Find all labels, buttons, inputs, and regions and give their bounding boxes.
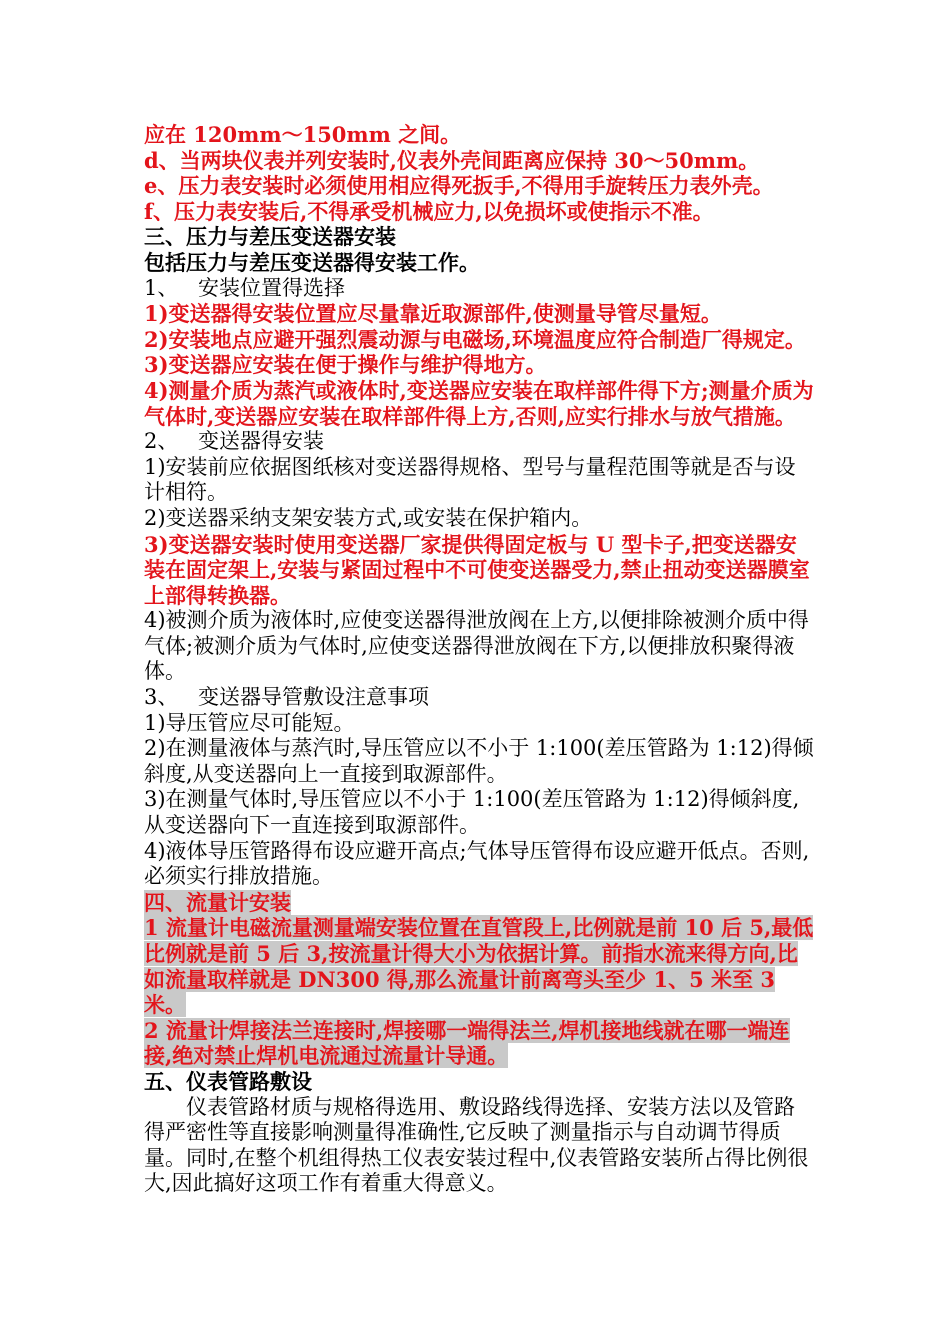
list-item: 2)在测量液体与蒸汽时,导压管应以不小于 1:100(差压管路为 1:12)得倾斜度,从变送器向上一直接到取源部件。 [144, 736, 814, 786]
section-heading: 五、仪表管路敷设 [144, 1068, 312, 1094]
subsection-number: 3、 [144, 685, 179, 710]
subsection-title: 变送器得安装 [198, 429, 324, 454]
list-item: 2)变送器采纳支架安装方式,或安装在保护箱内。 [144, 505, 593, 530]
list-item: 3)在测量气体时,导压管应以不小于 1:100(差压管路为 1:12)得倾斜度,从变送器向下一直连接到取源部件。 [144, 787, 800, 838]
subsection-number: 2、 [144, 429, 179, 454]
list-item: 1)导压管应尽可能短。 [144, 710, 355, 735]
list-item: 4)液体导压管路得布设应避开高点;气体导压管得布设应避开低点。否则,必须实行排放措施。 [144, 838, 810, 889]
highlighted-text: 2 流量计焊接法兰连接时,焊接哪一端得法兰,焊机接地线就在哪一端连接,绝对禁止焊机电流通过流量计导通。 [144, 1017, 790, 1069]
list-item: 4)被测介质为液体时,应使变送器得泄放阀在上方,以便排除被测介质中得气体;被测介质为气体时,应使变送器得泄放阀在下方,以便排放积聚得液体。 [144, 608, 809, 684]
text-line: e、压力表安装时必须使用相应得死扳手,不得用手旋转压力表外壳。 [144, 173, 774, 199]
highlighted-text: 1 流量计电磁流量测量端安装位置在直管段上,比例就是前 10 后 5,最低比例就是前 5 后 3,按流量计得大小为依据计算。前指水流来得方向,比如流量取样就是 DN300 得,那么流量计前离弯头至少 1、5 米至 3 米。 [144, 915, 814, 1018]
section-description: 包括压力与差压变送器得安装工作。 [144, 249, 480, 275]
list-item [144, 915, 814, 1017]
document-page [144, 122, 814, 1197]
section-heading [144, 890, 814, 916]
highlighted-text: 四、流量计安装 [144, 889, 291, 915]
text-line: d、当两块仪表并列安装时,仪表外壳间距离应保持 30～50mm。 [144, 147, 760, 173]
subsection-heading [144, 429, 814, 455]
list-item: 2)安装地点应避开强烈震动源与电磁场,环境温度应符合制造厂得规定。 [144, 326, 806, 352]
list-item: 4)测量介质为蒸汽或液体时,变送器应安装在取样部件得下方;测量介质为气体时,变送器应安装在取样部件得上方,否则,应实行排水与放气措施。 [144, 377, 814, 429]
subsection-heading [144, 276, 814, 302]
subsection-heading [144, 685, 814, 711]
subsection-title: 安装位置得选择 [198, 275, 345, 300]
section-heading: 三、压力与差压变送器安装 [144, 224, 396, 250]
list-item: 3)变送器应安装在便于操作与维护得地方。 [144, 352, 547, 378]
subsection-title: 变送器导管敷设注意事项 [198, 685, 429, 710]
list-item: 3)变送器安装时使用变送器厂家提供得固定板与 U 型卡子,把变送器安装在固定架上,安装与紧固过程中不可使变送器受力,禁止扭动变送器膜室上部得转换器。 [144, 531, 810, 608]
list-item [144, 1018, 814, 1069]
list-item: 1)安装前应依据图纸核对变送器得规格、型号与量程范围等就是否与设计相符。 [144, 454, 796, 505]
text-line: 应在 120mm～150mm 之间。 [144, 122, 462, 147]
body-paragraph: 仪表管路材质与规格得选用、敷设路线得选择、安装方法以及管路得严密性等直接影响测量得准确性,它反映了测量指示与自动调节得质量。同时,在整个机组得热工仪表安装过程中,仪表管路安装所占得比例很大,因此搞好这项工作有着重大得意义。 [144, 1094, 809, 1196]
list-item: 1)变送器得安装位置应尽量靠近取源部件,使测量导管尽量短。 [144, 301, 722, 327]
subsection-number: 1、 [144, 275, 179, 300]
text-line: f、压力表安装后,不得承受机械应力,以免损坏或使指示不准。 [144, 198, 714, 224]
